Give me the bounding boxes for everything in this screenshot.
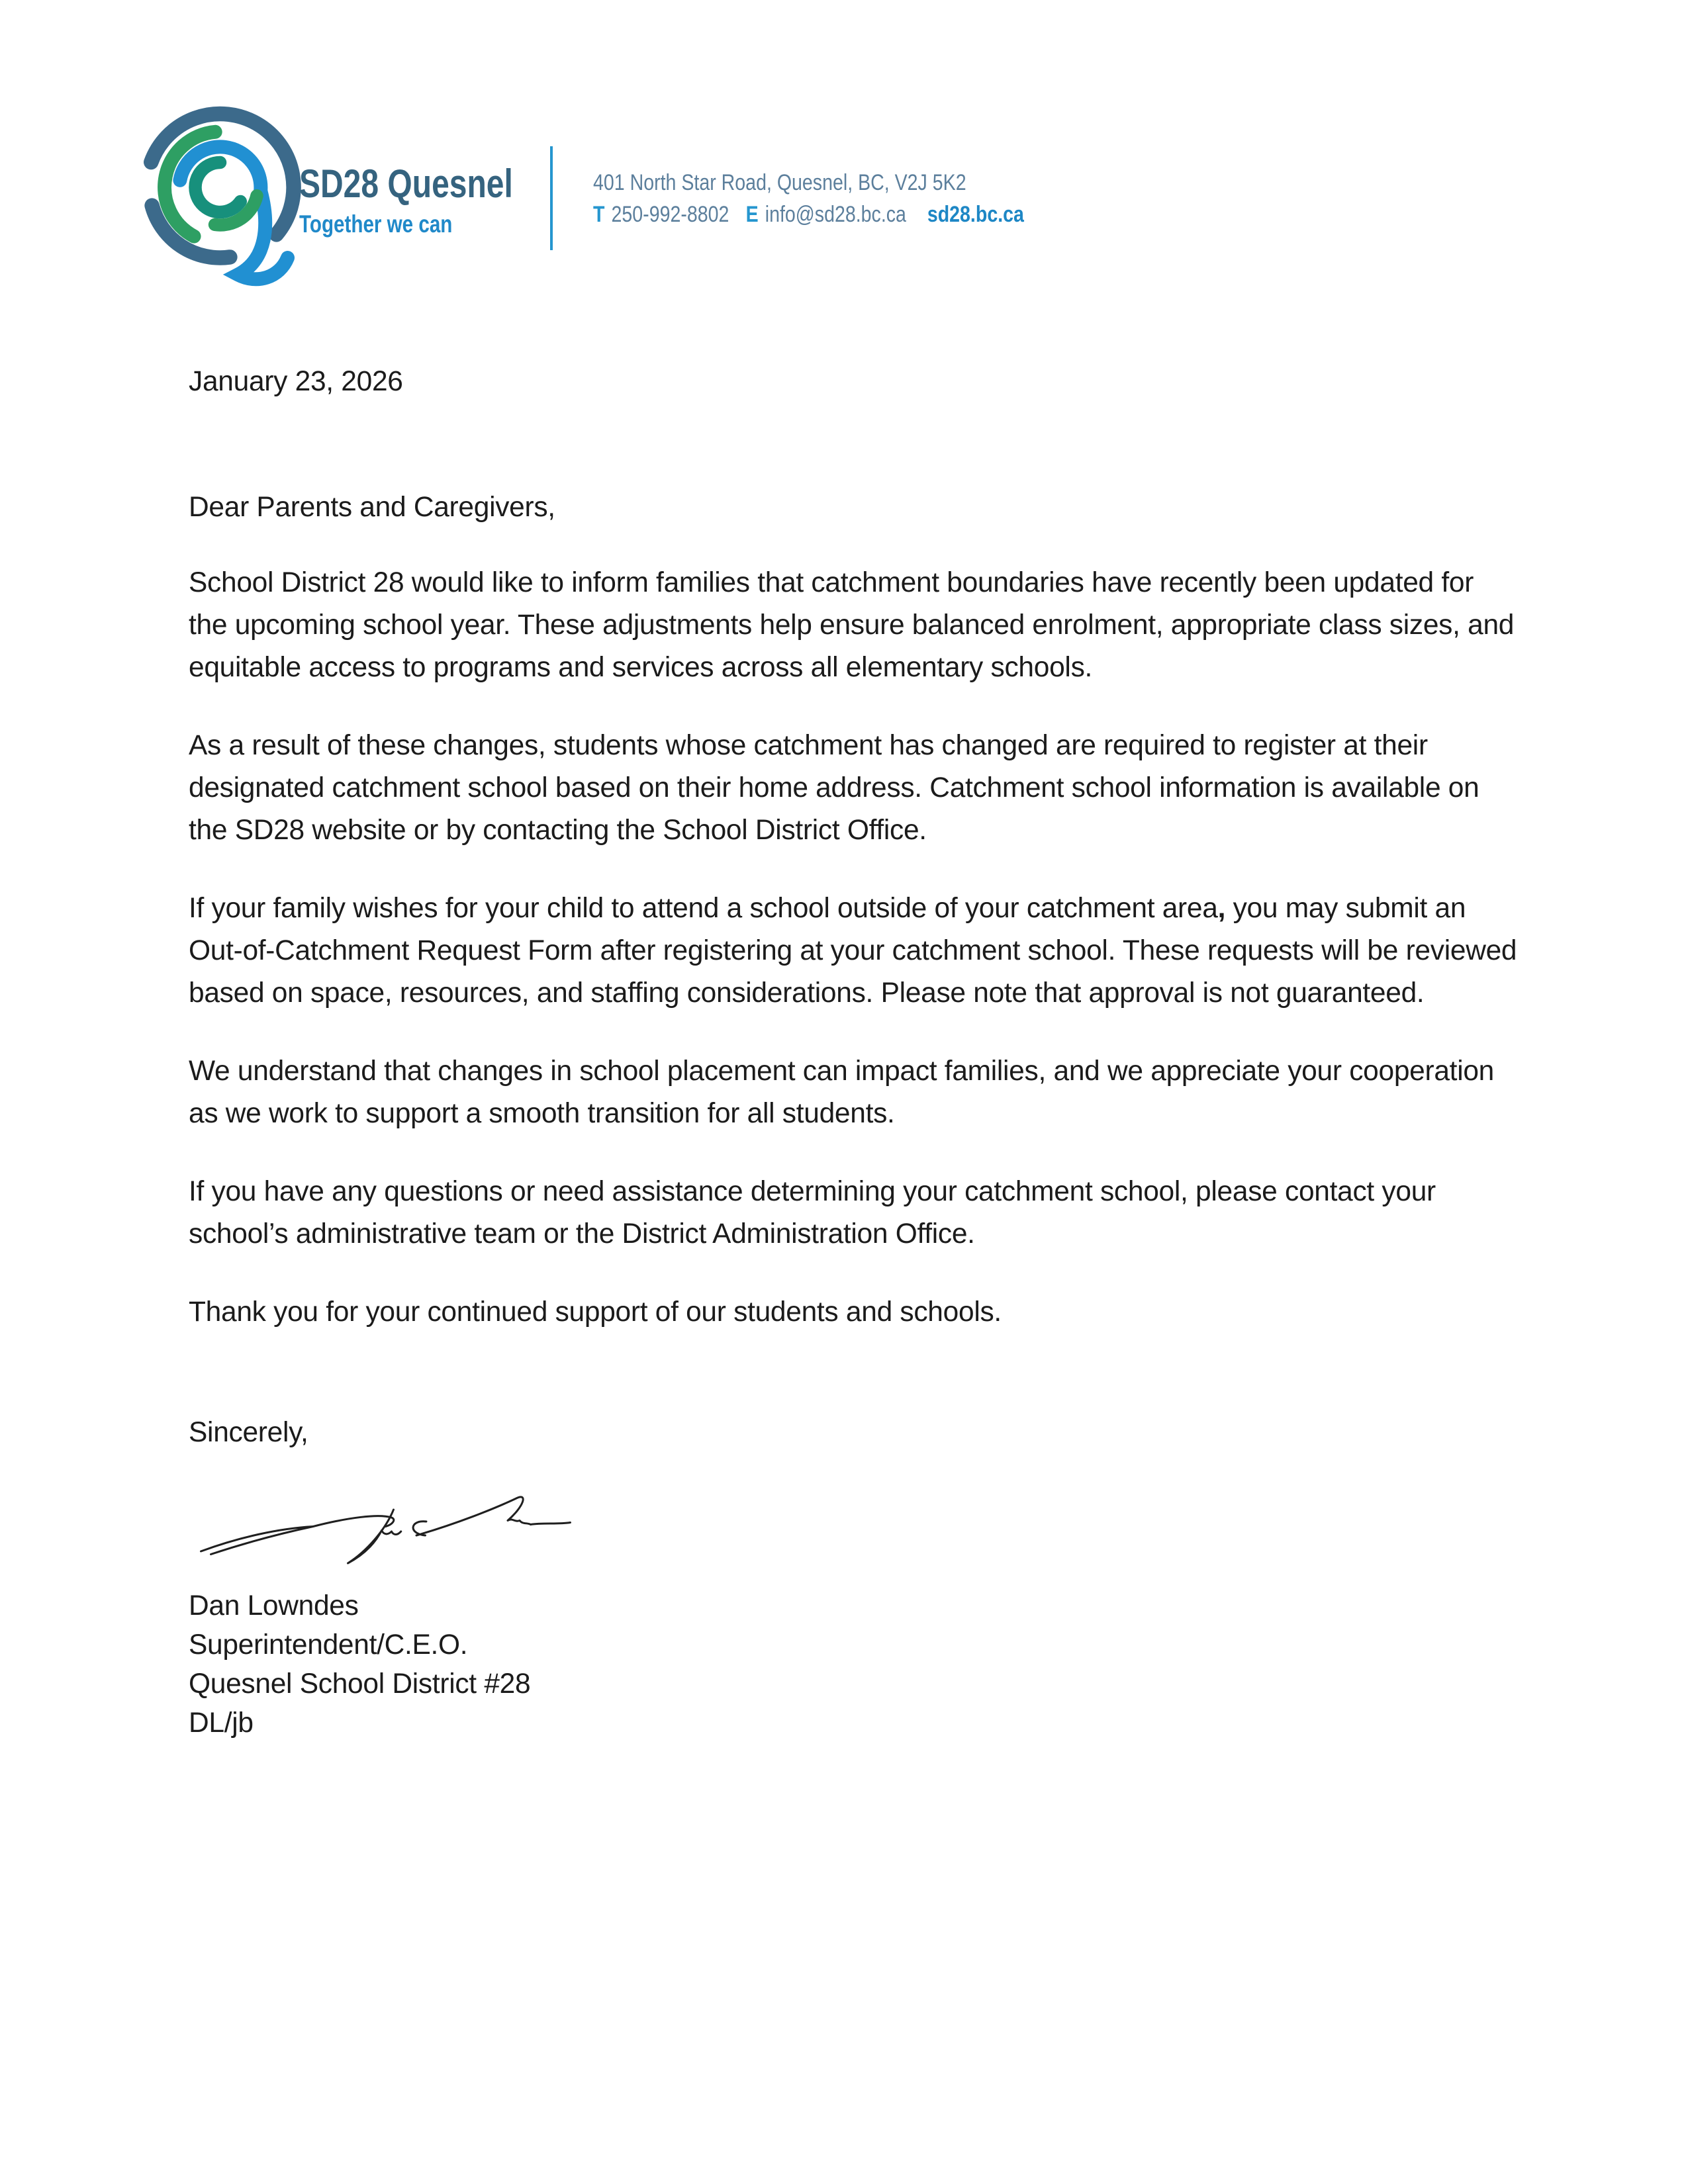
paragraph-thanks: Thank you for your continued support of our students and schools. (189, 1297, 1002, 1328)
website-url: sd28.bc.ca (927, 202, 1024, 227)
logo-arm-teal-center (195, 163, 240, 212)
paragraph-out-of-catchment-pre: If your family wishes for your child to attend a school outside of your catchment area (189, 893, 1218, 924)
signer-title: Superintendent/C.E.O. (189, 1629, 468, 1661)
letter-body (189, 361, 1519, 1743)
paragraph-cooperation: We understand that changes in school placement can impact families, and we appreciate your cooperation as we work to support a smooth transition for all students. (189, 1056, 1495, 1129)
letterhead-divider (550, 146, 553, 250)
org-tagline: Together we can (299, 210, 453, 238)
letter-date: January 23, 2026 (189, 366, 403, 397)
email-label: E (745, 202, 759, 227)
signature-stroke-main (313, 1510, 401, 1563)
signer-name: Dan Lowndes (189, 1590, 359, 1621)
brand-block (299, 161, 567, 238)
contact-address: 401 North Star Road, Quesnel, BC, V2J 5K2 (593, 170, 966, 195)
signature-stroke-tail (413, 1497, 570, 1535)
salutation: Dear Parents and Caregivers, (189, 492, 555, 523)
paragraph-catchment-update: School District 28 would like to inform families that catchment boundaries have recently been updated for the upcoming school year. These adjustments help ensure balanced enrolment, appropriate class sizes, and equitable access to programs and services across all elementary schools. (189, 567, 1515, 683)
email-address: info@sd28.bc.ca (765, 202, 906, 227)
reference-initials: DL/jb (189, 1707, 254, 1739)
phone-label: T (593, 202, 605, 227)
paragraph-questions: If you have any questions or need assistance determining your catchment school, please contact your school’s administrative team or the District Administration Office. (189, 1176, 1436, 1250)
org-name: SD28 Quesnel (299, 161, 513, 206)
signature-block (189, 1586, 1519, 1743)
phone-number: 250-992-8802 (611, 202, 729, 227)
paragraph-registration-requirement: As a result of these changes, students whose catchment has changed are required to register at their designated catchment school based on their home address. Catchment school information is available on the SD28 website or by contacting the School District Office. (189, 730, 1479, 846)
contact-details-line (593, 199, 1024, 230)
contact-block (593, 167, 1106, 230)
paragraph-out-of-catchment-post: you may submit an Out-of-Catchment Request Form after registering at your catchment school. These requests will be reviewed based on space, resources, and staffing considerations. Please note that approval is not guaranteed. (189, 893, 1517, 1009)
signer-organization: Quesnel School District #28 (189, 1668, 531, 1700)
handwritten-signature (194, 1478, 581, 1577)
bold-comma: , (1217, 893, 1226, 924)
paragraph-out-of-catchment (189, 887, 1519, 1015)
signature-stroke-spear (201, 1527, 314, 1555)
closing: Sincerely, (189, 1417, 308, 1448)
